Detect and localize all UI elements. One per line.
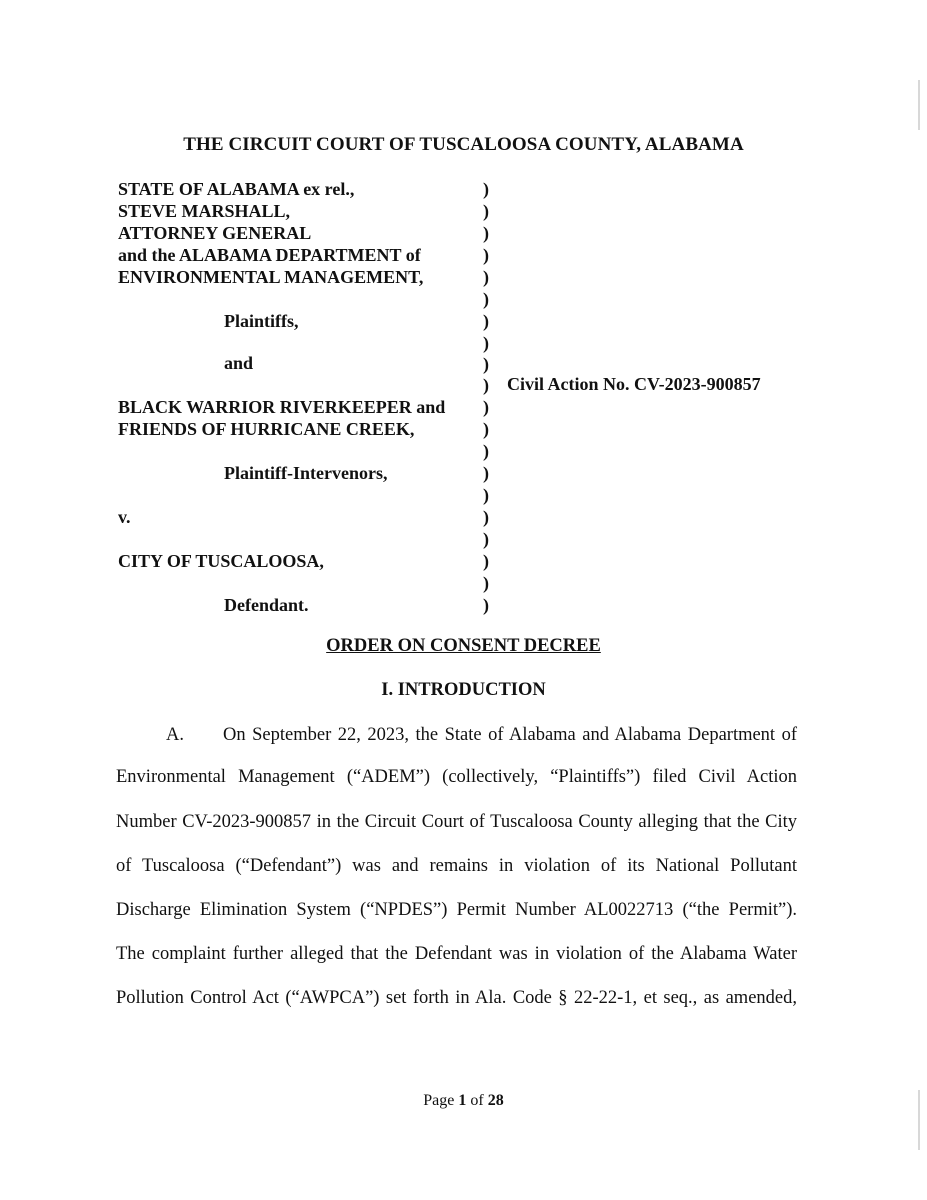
court-title: THE CIRCUIT COURT OF TUSCALOOSA COUNTY, ALABAMA xyxy=(183,134,744,155)
caption-line-attorney-title: ATTORNEY GENERAL xyxy=(118,223,312,243)
order-title: ORDER ON CONSENT DECREE xyxy=(326,636,601,656)
caption-paren: ) xyxy=(483,507,489,527)
caption-paren: ) xyxy=(483,529,489,549)
paragraph-label: A. xyxy=(166,725,184,745)
caption-paren: ) xyxy=(483,311,489,331)
page-footer xyxy=(0,1092,927,1110)
caption-paren: ) xyxy=(483,595,489,615)
caption-paren: ) xyxy=(483,333,489,353)
footer-page-word: Page xyxy=(423,1092,455,1109)
caption-role-defendant: Defendant. xyxy=(224,595,309,615)
caption-line-attorney-name: STEVE MARSHALL, xyxy=(118,201,291,221)
caption-paren: ) xyxy=(483,223,489,243)
caption-role-plaintiff-intervenors: Plaintiff-Intervenors, xyxy=(224,463,388,483)
caption-paren: ) xyxy=(483,375,489,395)
caption-line-riverkeeper: BLACK WARRIOR RIVERKEEPER and xyxy=(118,397,446,417)
caption-paren: ) xyxy=(483,179,489,199)
paragraph-line xyxy=(166,724,797,746)
paragraph-line: Environmental Management (“ADEM”) (collectively, “Plaintiffs”) filed Civil Action xyxy=(116,767,797,787)
caption-paren: ) xyxy=(483,441,489,461)
caption-paren: ) xyxy=(483,267,489,287)
caption-line-plaintiff-state: STATE OF ALABAMA ex rel., xyxy=(118,179,355,199)
paragraph-line: The complaint further alleged that the Defendant was in violation of the Alabama Water xyxy=(116,944,797,964)
paragraph-line: Pollution Control Act (“AWPCA”) set forth in Ala. Code § 22-22-1, et seq., as amended, xyxy=(116,988,797,1008)
scan-artifact xyxy=(918,1090,920,1150)
caption-line-defendant-city: CITY OF TUSCALOOSA, xyxy=(118,551,324,571)
footer-total-pages: 28 xyxy=(487,1092,504,1109)
footer-page-number: 1 xyxy=(458,1092,467,1109)
caption-line-environmental-management: ENVIRONMENTAL MANAGEMENT, xyxy=(118,267,424,287)
paragraph-line: of Tuscaloosa (“Defendant”) was and remains in violation of its National Pollutant xyxy=(116,856,797,876)
caption-paren: ) xyxy=(483,551,489,571)
caption-paren: ) xyxy=(483,354,489,374)
caption-paren: ) xyxy=(483,201,489,221)
footer-of-word: of xyxy=(470,1092,484,1109)
section-heading: I. INTRODUCTION xyxy=(381,680,546,700)
caption-paren: ) xyxy=(483,485,489,505)
caption-paren: ) xyxy=(483,573,489,593)
caption-paren: ) xyxy=(483,463,489,483)
civil-action-number: Civil Action No. CV-2023-900857 xyxy=(507,374,761,394)
scan-artifact xyxy=(918,80,920,130)
caption-line-hurricane-creek: FRIENDS OF HURRICANE CREEK, xyxy=(118,419,415,439)
caption-paren: ) xyxy=(483,245,489,265)
paragraph-line: Number CV-2023-900857 in the Circuit Court of Tuscaloosa County alleging that the City xyxy=(116,812,797,832)
caption-paren: ) xyxy=(483,397,489,417)
caption-paren: ) xyxy=(483,419,489,439)
paragraph-line-text: On September 22, 2023, the State of Alabama and Alabama Department of xyxy=(223,725,797,745)
caption-role-plaintiffs: Plaintiffs, xyxy=(224,311,299,331)
caption-versus: v. xyxy=(118,507,131,527)
caption-line-department: and the ALABAMA DEPARTMENT of xyxy=(118,245,421,265)
caption-paren: ) xyxy=(483,289,489,309)
caption-conjunction-and: and xyxy=(224,353,254,373)
paragraph-line: Discharge Elimination System (“NPDES”) Permit Number AL0022713 (“the Permit”). xyxy=(116,900,797,920)
